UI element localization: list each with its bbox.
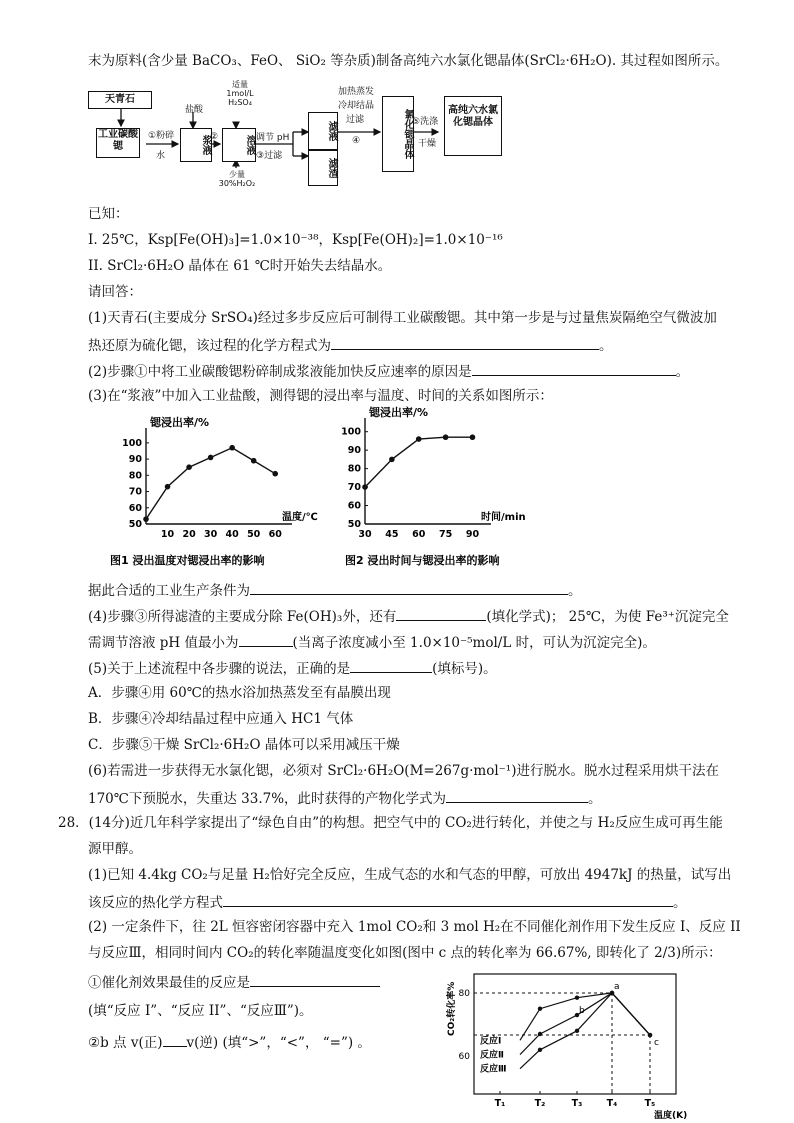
flow-node-carbonate: 工业碳酸锶 (96, 128, 140, 158)
flow-node-product: 高纯六水氯化锶晶体 (444, 96, 502, 156)
chart-temperature (110, 408, 330, 572)
p28-q1-answer-blank[interactable] (223, 892, 673, 907)
p28-q2-line1: (2) 一定条件下，往 2L 恒容密闭容器中充入 1mol CO₂和 3 mol H₂在不同催化剂作用下发生反应 I、反应 II (88, 919, 741, 935)
q4-text-d: (当离子浓度减小至 1.0×10⁻⁵mol/L 时，可认为沉淀完全)。 (292, 635, 656, 651)
data-point (648, 1033, 652, 1037)
data-point (575, 995, 579, 999)
data-point (208, 455, 214, 461)
x-tick-label: 20 (182, 529, 196, 540)
data-point (229, 445, 235, 451)
x-tick-label: T₃ (571, 1098, 583, 1109)
q2-text: (2)步骤①中将工业碳酸锶粉碎制成浆液能加快反应速率的原因是 (88, 364, 472, 380)
series-line (520, 993, 650, 1069)
p28-q2-sub1-hint: (填“反应 I”、“反应 II”、“反应Ⅲ”)。 (88, 1003, 313, 1019)
q4-text-a: (4)步骤③所得滤渣的主要成分除 Fe(OH)₃外，还有 (88, 609, 397, 625)
series-line (520, 993, 650, 1055)
q5-answer-blank[interactable] (350, 658, 432, 673)
chart-title: 图1 浸出温度对锶浸出率的影响 (110, 554, 265, 567)
q2-answer-blank[interactable] (472, 361, 676, 376)
x-axis-label: 时间/min (481, 512, 526, 523)
known-title: 已知： (88, 206, 129, 222)
x-tick-label: 90 (465, 529, 480, 540)
y-tick-label: 60 (347, 500, 361, 512)
q6-answer-blank[interactable] (446, 788, 588, 803)
q4-answer-blank-1[interactable] (396, 606, 486, 621)
flow-label-step2: ② (210, 132, 219, 142)
p28-line1: 28．(14分)近几年科学家提出了“绿色自由”的构想。把空气中的 CO₂进行转化，并使之与 H₂反应生成可再生能 (58, 815, 723, 831)
flow-node-solution: 溶液 (222, 128, 256, 162)
flow-label-evap: 加热蒸发 (338, 87, 375, 97)
q4-answer-blank-2[interactable] (239, 632, 293, 647)
q5-option-b: B．步骤④冷却结晶过程中应通入 HC1 气体 (88, 711, 354, 727)
data-point (470, 434, 476, 440)
legend-label: 反应Ⅲ (480, 1064, 507, 1075)
x-tick-label: 75 (438, 529, 453, 540)
y-tick-label: 80 (458, 988, 470, 999)
data-point (538, 1007, 542, 1011)
flow-label-h2o2: 少量 30%H₂O₂ (218, 170, 256, 188)
point-label-c: c (654, 1038, 659, 1049)
p28-line2: 源甲醇。 (88, 841, 142, 857)
flow-node-start: 天青石 (88, 91, 152, 109)
q1-line1: (1)天青石(主要成分 SrSO₄)经过多步反应后可制得工业碳酸锶。其中第一步是与过量焦炭隔绝空气微波加 (88, 310, 717, 326)
y-tick-label: 90 (128, 454, 142, 466)
answer-prompt: 请回答： (88, 284, 142, 300)
x-tick-label: 50 (247, 529, 261, 540)
y-tick-label: 80 (347, 463, 361, 475)
x-axis-label: 温度(K) (654, 1111, 688, 1121)
q5-option-a: A．步骤④用 60℃的热水浴加热蒸发至有晶膜出现 (88, 685, 391, 701)
flow-label-wash: ⑤洗涤 (412, 117, 439, 127)
y-tick-label: 100 (341, 426, 361, 438)
x-tick-label: T₁ (494, 1098, 506, 1109)
chart-time (341, 406, 555, 572)
flow-label-water: 水 (156, 151, 166, 161)
flow-label-acid: 适量 1mol/L H₂SO₄ (226, 80, 254, 107)
data-point (538, 1032, 542, 1036)
y-tick-label: 80 (128, 470, 142, 482)
x-tick-label: T₅ (644, 1098, 656, 1109)
y-tick-label: 60 (128, 502, 142, 514)
p28-q2-answer-blank-1[interactable] (250, 972, 380, 987)
flow-label-ph: 调节 pH (256, 133, 290, 143)
q6-line1: (6)若需进一步获得无水氯化锶，必须对 SrCl₂·6H₂O(M=267g·mol⁻¹)进行脱水。脱水过程采用烘干法在 (88, 763, 719, 779)
p28-q1-line1: (1)已知 4.4kg CO₂与足量 H₂恰好完全反应，生成气态的水和气态的甲醇，可放出 4947kJ 的热量，试写出 (88, 867, 732, 883)
q1-answer-blank[interactable] (331, 335, 599, 350)
x-tick-label: 10 (160, 529, 175, 540)
p28-q2-line2: 与反应Ⅲ，相同时间内 CO₂的转化率随温度变化如图(图中 c 点的转化率为 66.67%, 即转化了 2/3)所示： (88, 945, 722, 961)
p28-q1-line2: 该反应的热化学方程式 (88, 895, 223, 911)
q1-line2: 热还原为硫化锶，该过程的化学方程式为 (88, 338, 331, 354)
flow-label-step1: ①粉碎 (148, 131, 175, 141)
known-1: I. 25℃，Ksp[Fe(OH)₃]=1.0×10⁻³⁸，Ksp[Fe(OH)₂]=1.0×10⁻¹⁶ (88, 232, 503, 248)
data-point (272, 471, 278, 477)
y-tick-label: 70 (128, 486, 142, 498)
data-point (251, 458, 257, 464)
y-tick-label: 50 (128, 519, 142, 530)
y-axis-label: 锶浸出率/% (369, 406, 429, 419)
p28-q2-sub2-a: ②b 点 v(正) (88, 1035, 163, 1051)
point-label-b: b (579, 1006, 585, 1017)
x-tick-label: T₄ (606, 1098, 618, 1109)
x-tick-label: 30 (358, 529, 372, 540)
chart-co2-conversion (440, 960, 710, 1120)
flow-label-dry: 干燥 (418, 139, 437, 149)
x-tick-label: 45 (385, 529, 399, 540)
data-point (575, 1029, 579, 1033)
y-tick-label: 70 (347, 482, 361, 494)
x-tick-label: 40 (225, 529, 239, 540)
x-tick-label: 60 (268, 529, 282, 540)
process-flowchart (88, 82, 708, 192)
point-label-a: a (614, 981, 620, 992)
y-tick-label: 50 (347, 519, 361, 530)
q3-condition-text: 据此合适的工业生产条件为 (88, 583, 250, 599)
flow-node-slurry: 浆液 (180, 128, 212, 162)
flow-label-filter: 过滤 (346, 115, 365, 125)
plot-frame (474, 974, 676, 1094)
data-point (389, 457, 395, 463)
flow-label-hcl: 盐酸 (185, 105, 204, 115)
chart-title: 图2 浸出时间与锶浸出率的影响 (345, 554, 500, 567)
q5-tail: (填标号)。 (432, 661, 497, 677)
q3-answer-blank[interactable] (250, 580, 568, 595)
data-point (416, 436, 422, 442)
flow-label-cool: 冷却结晶 (338, 101, 375, 111)
p28-q2-sub1: ①催化剂效果最佳的反应是 (88, 975, 250, 991)
data-point (186, 464, 192, 470)
flow-label-step3: ③过滤 (256, 151, 283, 161)
p28-q2-answer-blank-2[interactable] (163, 1032, 187, 1047)
y-axis-label: 锶浸出率/% (150, 416, 210, 429)
data-point (443, 434, 449, 440)
data-point (538, 1048, 542, 1052)
data-point (143, 516, 149, 522)
legend-label: 反应Ⅰ (480, 1036, 502, 1047)
series-line (365, 437, 472, 487)
y-tick-label: 60 (458, 1052, 470, 1063)
y-tick-label: 100 (122, 437, 142, 449)
x-tick-label: 60 (412, 529, 426, 540)
q4-text-c: 需调节溶液 pH 值最小为 (88, 635, 239, 651)
q6-line2: 170℃下预脱水，失重达 33.7%，此时获得的产物化学式为 (88, 791, 447, 807)
q4-text-b: (填化学式)； 25℃，为使 Fe³⁺沉淀完全 (486, 609, 729, 625)
legend-label: 反应Ⅱ (480, 1050, 504, 1061)
q5-option-c: C．步骤⑤干燥 SrCl₂·6H₂O 晶体可以采用减压干燥 (88, 737, 400, 753)
y-axis-label: CO₂转化率% (447, 981, 457, 1036)
y-tick-label: 90 (347, 445, 361, 457)
data-point (165, 484, 171, 490)
x-tick-label: 30 (203, 529, 218, 540)
x-axis-label: 温度/℃ (282, 512, 318, 523)
flow-node-residue: 滤渣 (308, 150, 338, 186)
intro-text: 末为原料(含少量 BaCO₃、FeO、 SiO₂ 等杂质)制备高纯六水氯化锶晶体(SrCl₂·6H₂O). 其过程如图所示。 (88, 53, 729, 69)
q5-text: (5)关于上述流程中各步骤的说法，正确的是 (88, 661, 351, 677)
known-2: II. SrCl₂·6H₂O 晶体在 61 ℃时开始失去结晶水。 (88, 258, 392, 274)
p28-q2-sub2-b: v(逆) (填“>”，“<”， “=”) 。 (186, 1035, 371, 1051)
data-point (362, 484, 368, 490)
flow-label-step4: ④ (352, 136, 361, 146)
q3-text: (3)在“浆液”中加入工业盐酸，测得锶的浸出率与温度、时间的关系如图所示： (88, 388, 553, 404)
flow-node-crystal: 氯化锶晶体 (382, 96, 414, 172)
flow-node-filtrate: 滤液 (308, 112, 338, 150)
x-tick-label: T₂ (534, 1098, 546, 1109)
